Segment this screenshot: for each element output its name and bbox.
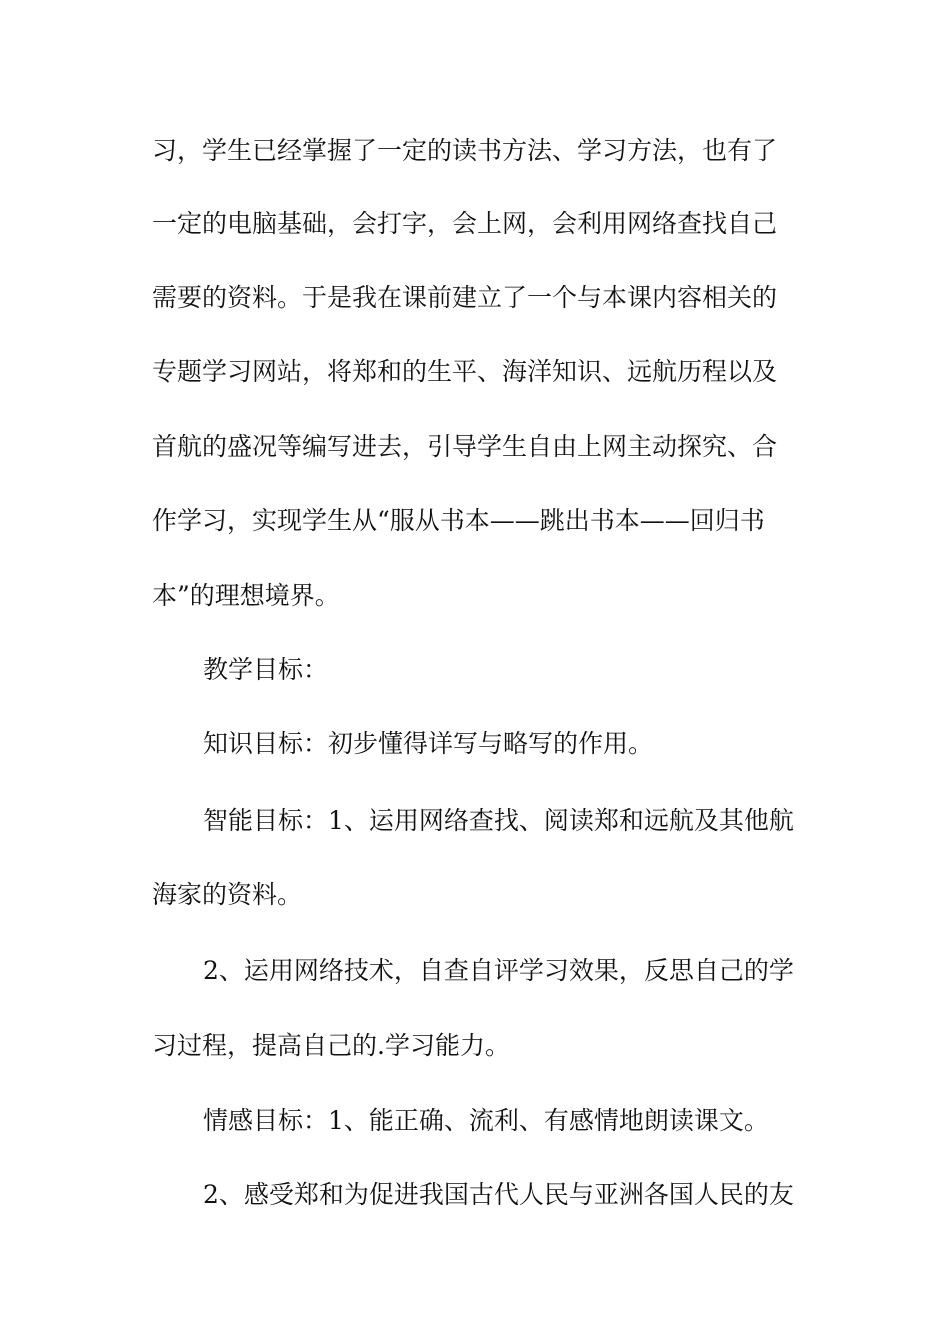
text-line: 作学习，实现学生从“服从书本——跳出书本——回归书 [152, 506, 765, 535]
text-line: 海家的资料。 [152, 880, 303, 909]
text-line: 知识目标：初步懂得详写与略写的作用。 [203, 729, 654, 758]
section-heading: 教学目标： [203, 655, 329, 684]
text-line: 一定的电脑基础，会打字，会上网，会利用网络查找自己 [152, 209, 778, 238]
text-line: 首航的盛况等编写进去，引导学生自由上网主动探究、合 [152, 432, 778, 461]
text-line: 2、感受郑和为促进我国古代人民与亚洲各国人民的友 [203, 1180, 794, 1209]
text-line: 智能目标：1、运用网络查找、阅读郑和远航及其他航 [203, 806, 794, 835]
text-line: 习过程，提高自己的.学习能力。 [152, 1031, 510, 1060]
text-line: 本”的理想境界。 [152, 581, 340, 610]
text-line: 习，学生已经掌握了一定的读书方法、学习方法，也有了 [152, 136, 778, 165]
text-line: 情感目标：1、能正确、流利、有感情地朗读课文。 [203, 1106, 769, 1135]
text-line: 需要的资料。于是我在课前建立了一个与本课内容相关的 [152, 283, 778, 312]
text-line: 专题学习网站，将郑和的生平、海洋知识、远航历程以及 [152, 357, 778, 386]
text-line: 2、运用网络技术，自查自评学习效果，反思自己的学 [203, 956, 794, 985]
